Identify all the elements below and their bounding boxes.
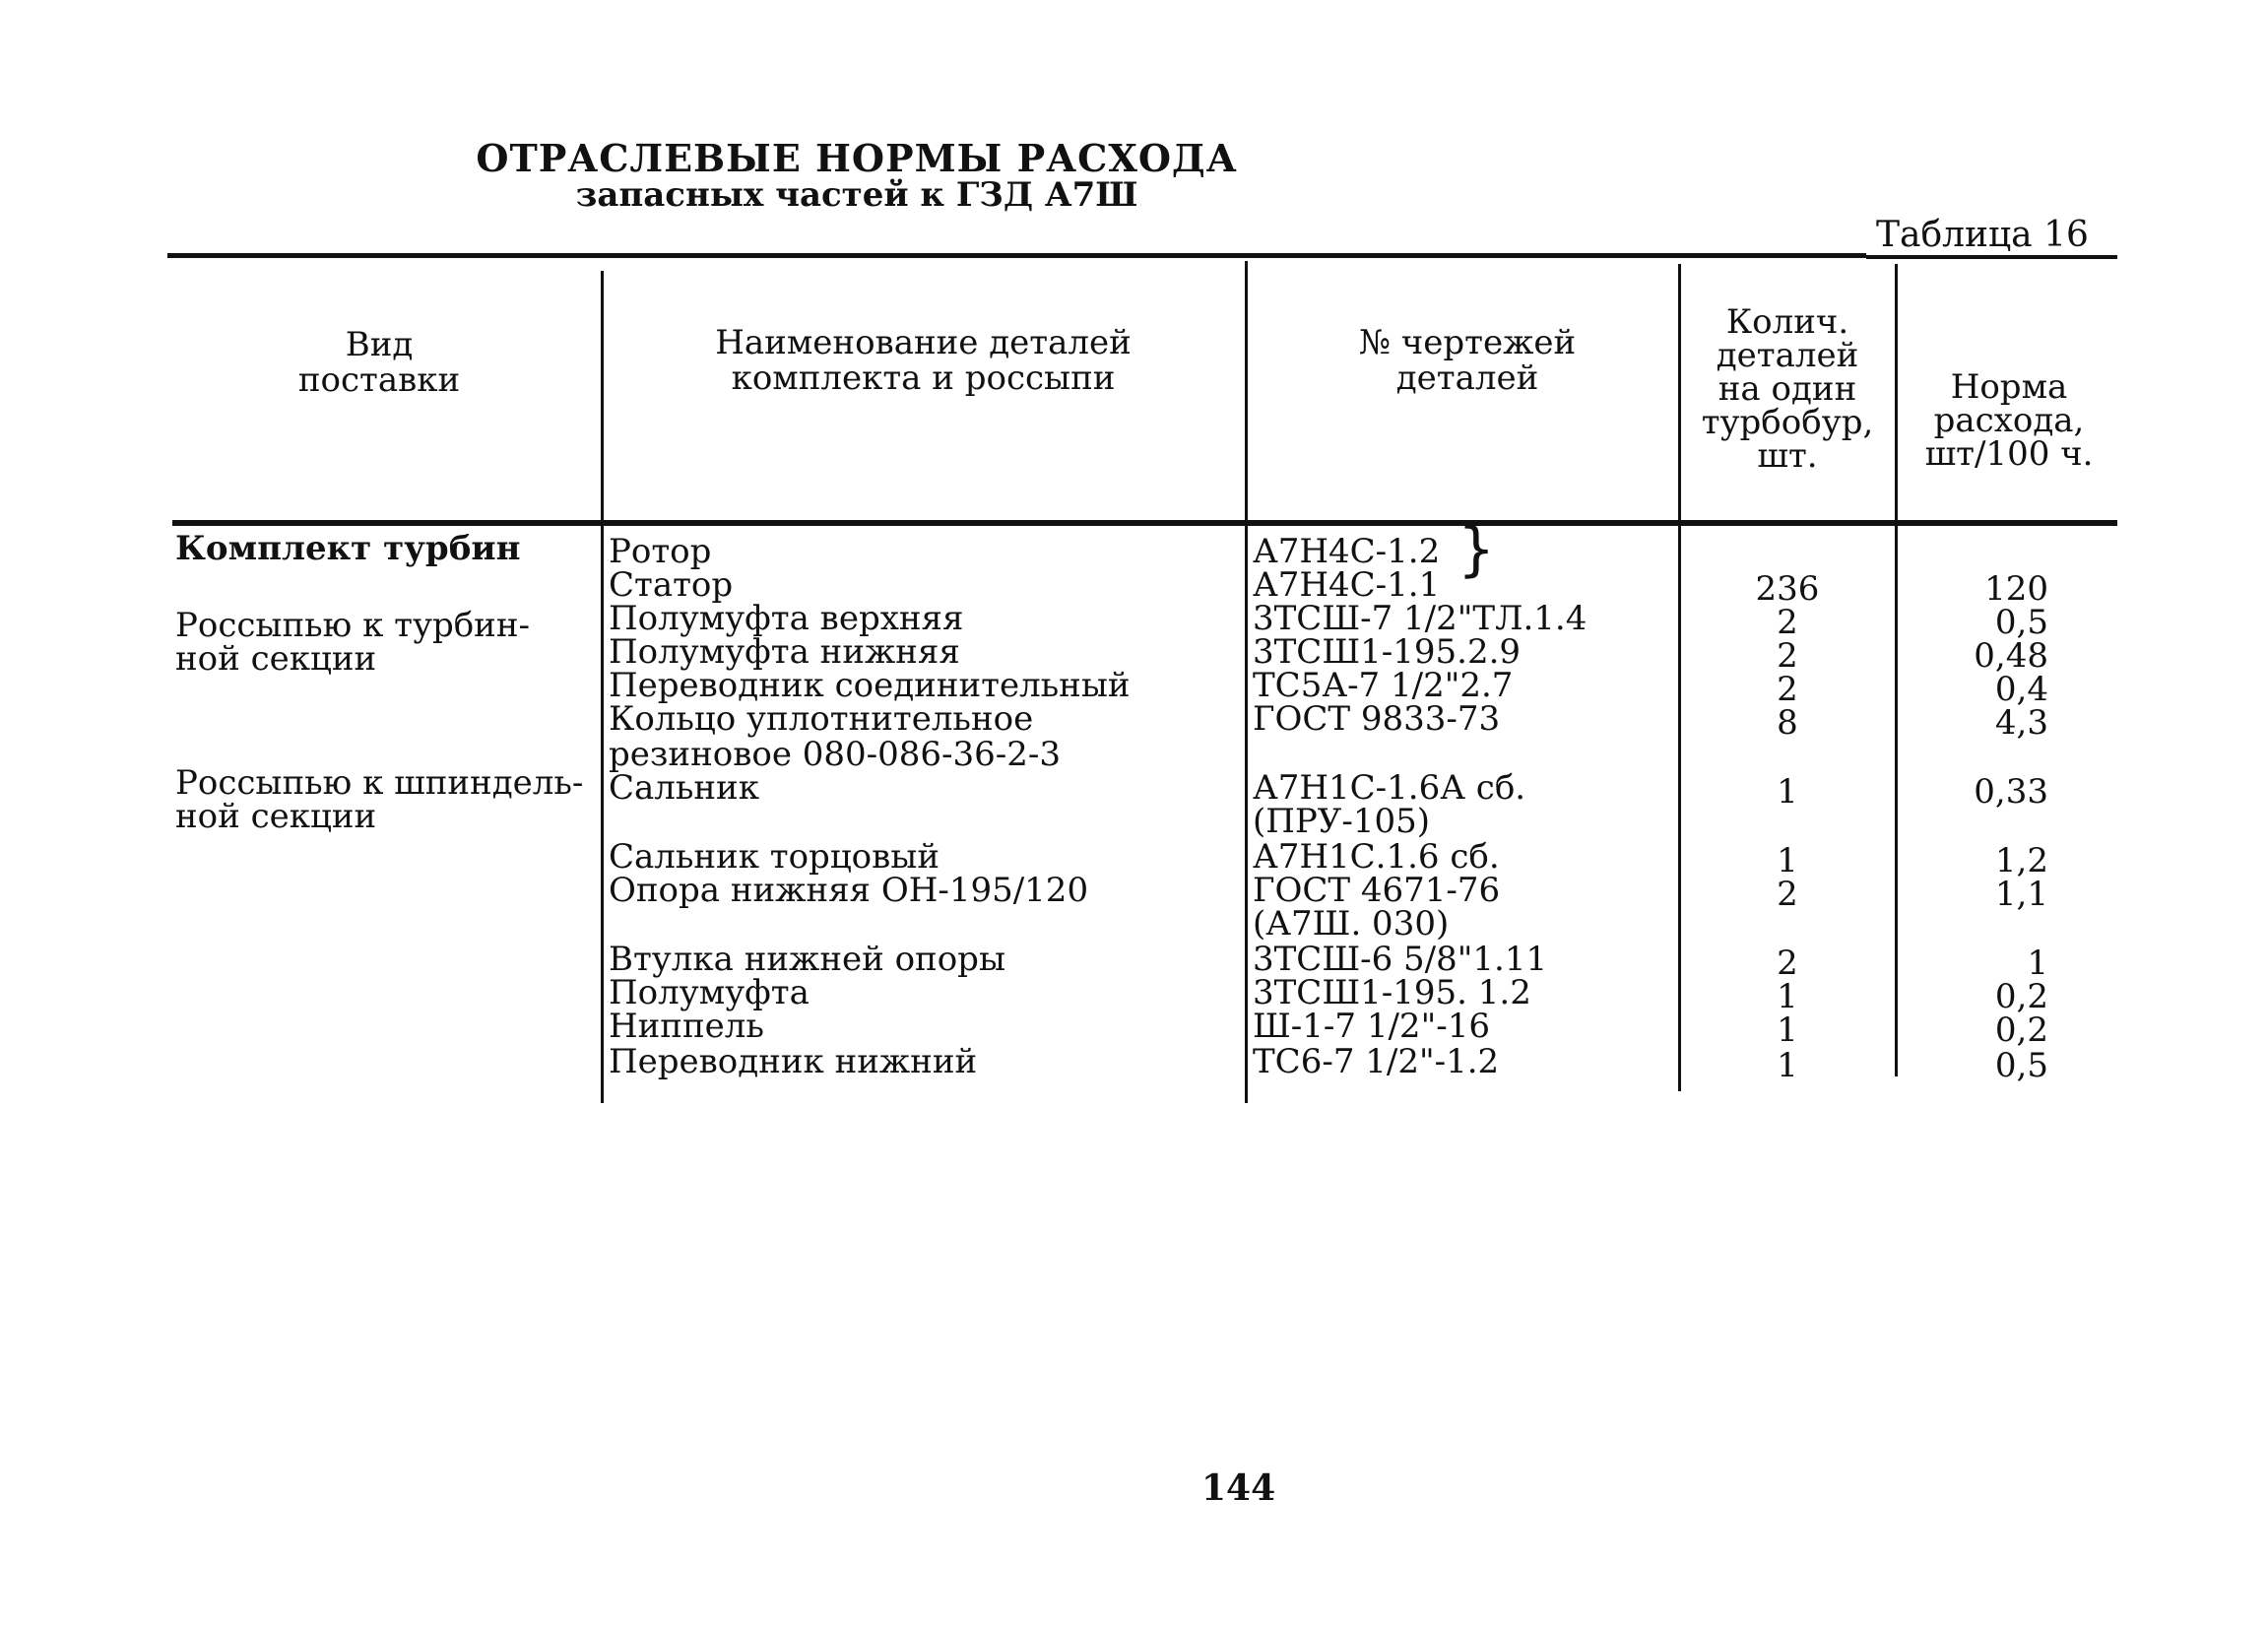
- norm-cell: 120: [1984, 569, 2048, 609]
- part-name-cell: Полумуфта нижняя: [609, 632, 960, 672]
- norm-cell: 0,5: [1994, 603, 2048, 642]
- drawing-no-cell: А7Н4С-1.1: [1253, 565, 1441, 605]
- document-title: ОТРАСЛЕВЫЕ НОРМЫ РАСХОДА: [476, 136, 1238, 180]
- quantity-cell: 1: [1777, 977, 1798, 1016]
- quantity-cell: 2: [1777, 875, 1798, 914]
- header-quantity: Колич. деталей на один турбобур, шт.: [1701, 302, 1874, 476]
- part-name-cell: Втулка нижней опоры: [609, 940, 1006, 979]
- header-norm: Норма расхода, шт/100 ч.: [1924, 367, 2094, 474]
- group-label: Комплект турбин: [175, 529, 521, 568]
- document-subtitle: запасных частей к ГЗД А7Ш: [575, 175, 1138, 215]
- column-divider: [601, 271, 604, 1103]
- part-name-cell: Полумуфта верхняя: [609, 599, 964, 638]
- top-rule: [167, 253, 1866, 258]
- norm-cell: 1,1: [1994, 875, 2048, 914]
- norm-cell: 1: [2027, 944, 2048, 983]
- part-name-cell: Полумуфта: [609, 973, 810, 1012]
- quantity-cell: 236: [1755, 569, 1820, 609]
- column-divider: [1245, 261, 1248, 1103]
- drawing-no-cell: 3ТСШ1-195.2.9: [1253, 632, 1522, 672]
- norm-cell: 0,48: [1974, 636, 2048, 676]
- quantity-cell: 1: [1777, 1046, 1798, 1085]
- header-bottom-rule: [172, 520, 2117, 526]
- top-rule-right: [1866, 255, 2117, 259]
- drawing-no-cell: А7Н1С.1.6 сб.: [1253, 837, 1500, 877]
- quantity-cell: 2: [1777, 636, 1798, 676]
- drawing-no-cell: 3ТСШ-7 1/2"ТЛ.1.4: [1253, 599, 1588, 638]
- norm-cell: 0,2: [1994, 977, 2048, 1016]
- part-name-cell: Опора нижняя ОН-195/120: [609, 871, 1089, 910]
- group-label: Россыпью к турбин- ной секции: [175, 606, 530, 679]
- part-name-cell: Переводник соединительный: [609, 666, 1131, 705]
- header-part-name: Наименование деталей комплекта и россыпи: [715, 323, 1132, 398]
- quantity-cell: 8: [1777, 703, 1798, 743]
- quantity-cell: 1: [1777, 1010, 1798, 1050]
- drawing-no-cell: (А7Ш. 030): [1253, 904, 1450, 944]
- part-name-cell: Переводник нижний: [609, 1042, 978, 1081]
- drawing-no-cell: ТС6-7 1/2"-1.2: [1253, 1042, 1500, 1081]
- norm-cell: 0,5: [1994, 1046, 2048, 1085]
- brace-icon: }: [1458, 515, 1496, 584]
- quantity-cell: 2: [1777, 603, 1798, 642]
- part-name-cell: Ниппель: [609, 1007, 764, 1046]
- norm-cell: 0,2: [1994, 1010, 2048, 1050]
- group-label: Россыпью к шпиндель- ной секции: [175, 763, 584, 836]
- drawing-no-cell: ГОСТ 9833-73: [1253, 699, 1501, 739]
- part-name-cell: Кольцо уплотнительное: [609, 699, 1034, 739]
- quantity-cell: 2: [1777, 944, 1798, 983]
- quantity-cell: 1: [1777, 772, 1798, 812]
- drawing-no-cell: А7Н4С-1.2: [1253, 532, 1441, 571]
- quantity-cell: 2: [1777, 670, 1798, 709]
- drawing-no-cell: 3ТСШ1-195. 1.2: [1253, 973, 1531, 1012]
- page-number: 144: [1201, 1467, 1276, 1509]
- drawing-no-cell: 3ТСШ-6 5/8"1.11: [1253, 940, 1548, 979]
- drawing-no-cell: ГОСТ 4671-76: [1253, 871, 1501, 910]
- column-divider: [1895, 264, 1898, 1076]
- table-label: Таблица 16: [1876, 215, 2089, 255]
- quantity-cell: 1: [1777, 841, 1798, 880]
- drawing-no-cell: А7Н1С-1.6А сб.: [1253, 768, 1526, 808]
- part-name-cell: Сальник торцовый: [609, 837, 940, 877]
- drawing-no-cell: Ш-1-7 1/2"-16: [1253, 1007, 1490, 1046]
- part-name-cell: Ротор: [609, 532, 712, 571]
- drawing-no-cell: (ПРУ-105): [1253, 802, 1431, 841]
- part-name-cell: резиновое 080-086-36-2-3: [609, 735, 1062, 774]
- part-name-cell: Сальник: [609, 768, 759, 808]
- drawing-no-cell: ТС5А-7 1/2"2.7: [1253, 666, 1514, 705]
- header-drawing-no: № чертежей деталей: [1358, 323, 1577, 398]
- norm-cell: 1,2: [1994, 841, 2048, 880]
- part-name-cell: Статор: [609, 565, 734, 605]
- norm-cell: 0,33: [1974, 772, 2048, 812]
- header-supply-type: Вид поставки: [297, 325, 461, 400]
- column-divider: [1678, 264, 1681, 1091]
- norm-cell: 4,3: [1994, 703, 2048, 743]
- norm-cell: 0,4: [1994, 670, 2048, 709]
